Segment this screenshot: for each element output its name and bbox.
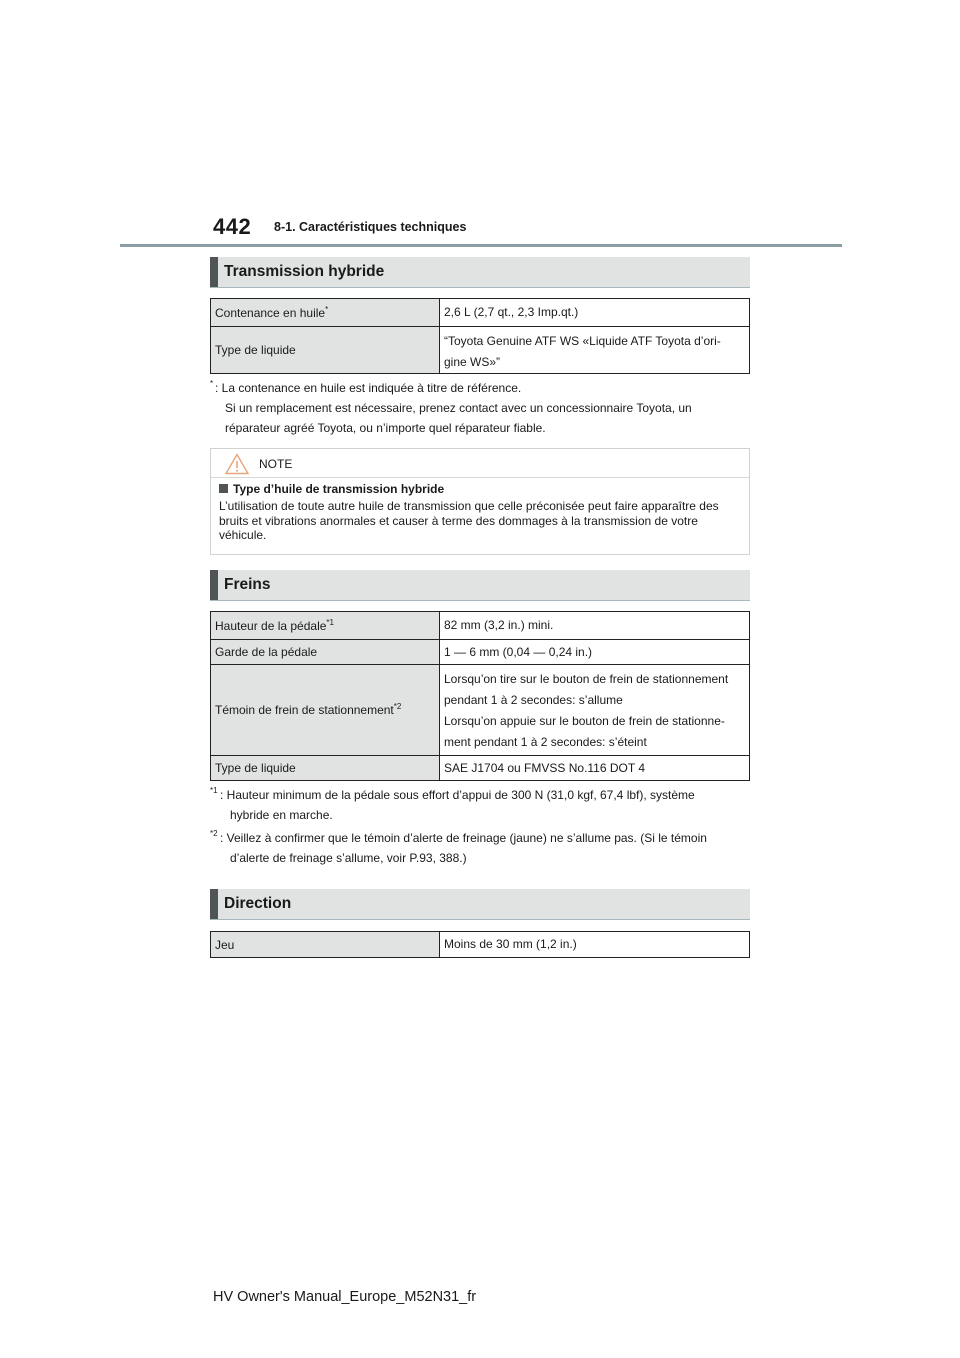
table-row (211, 327, 750, 374)
spec-label: Témoin de frein de stationnement$^{*2}$ (211, 665, 440, 756)
spec-value: 1 — 6 mm (0,04 — 0,24 in.) (440, 640, 750, 665)
table-row (211, 640, 750, 665)
spec-value: 82 mm (3,2 in.) mini. (440, 612, 750, 640)
footnote-oil-capacity: * : La contenance en huile est indiquée à titre de référence. Si un remplacement est nécessaire, prenez contact avec un concessionnaire Toyota, un réparateur agréé Toyota, ou n’importe quel réparateur fiable. (210, 379, 692, 435)
note-header (211, 449, 749, 478)
section-bar (210, 889, 218, 919)
section-header-brakes (210, 570, 750, 601)
spec-label: Type de liquide (211, 327, 440, 374)
spec-label: Garde de la pédale (211, 640, 440, 665)
section-header-transmission (210, 257, 750, 288)
note-body: L’utilisation de toute autre huile de transmission que celle préconisée peut faire apparaître des bruits et vibrations anormales et causer à terme des dommages à la transmission de votre véhicule. (219, 499, 719, 542)
table-row (211, 299, 750, 327)
spec-label: Type de liquide (211, 756, 440, 781)
transmission-spec-table (210, 298, 750, 374)
footnote-pedal-height: *1 : Hauteur minimum de la pédale sous effort d’appui de 300 N (31,0 kgf, 67,4 lbf), système hybride en marche. (210, 786, 695, 822)
section-bar (210, 257, 218, 287)
chapter-title: 8-1. Caractéristiques techniques (274, 220, 467, 234)
warning-triangle-icon (225, 453, 249, 475)
section-bar (210, 570, 218, 600)
footnote-parking-brake: *2 : Veillez à confirmer que le témoin d’alerte de freinage (jaune) ne s’allume pas. (Si le témoin d’alerte de freinage s’allume, voir P.93, 388.) (210, 829, 707, 865)
page-number: 442 (213, 214, 252, 239)
note-label: NOTE (259, 457, 293, 471)
spec-label: Hauteur de la pédale$^{*1}$ (211, 612, 440, 640)
note-title: Type d’huile de transmission hybride (219, 482, 444, 496)
spec-label: Contenance en huile* (211, 299, 440, 327)
spec-value: Moins de 30 mm (1,2 in.) (440, 932, 750, 958)
note-box (210, 448, 750, 555)
spec-label: Jeu (211, 932, 440, 958)
spec-value: SAE J1704 ou FMVSS No.116 DOT 4 (440, 756, 750, 781)
bullet-square-icon (219, 484, 228, 493)
table-row (211, 612, 750, 640)
section-title-transmission: Transmission hybride (224, 263, 385, 280)
brakes-spec-table (210, 611, 750, 781)
steering-spec-table (210, 931, 750, 958)
spec-value: Lorsqu’on tire sur le bouton de frein de stationnement pendant 1 à 2 secondes: s’allume Lorsqu’on appuie sur le bouton de frein de stationne- ment pendant 1 à 2 secondes: s’éteint (440, 665, 750, 756)
table-row (211, 932, 750, 958)
spec-value: “Toyota Genuine ATF WS «Liquide ATF Toyota d’ori- gine WS»” (440, 327, 750, 374)
header-rule (120, 244, 842, 247)
section-title-brakes: Freins (224, 576, 271, 593)
table-row (211, 665, 750, 756)
table-row (211, 756, 750, 781)
section-title-steering: Direction (224, 895, 292, 912)
spec-value: 2,6 L (2,7 qt., 2,3 Imp.qt.) (440, 299, 750, 327)
manual-footer: HV Owner's Manual_Europe_M52N31_fr (213, 1289, 477, 1305)
section-header-steering (210, 889, 750, 920)
